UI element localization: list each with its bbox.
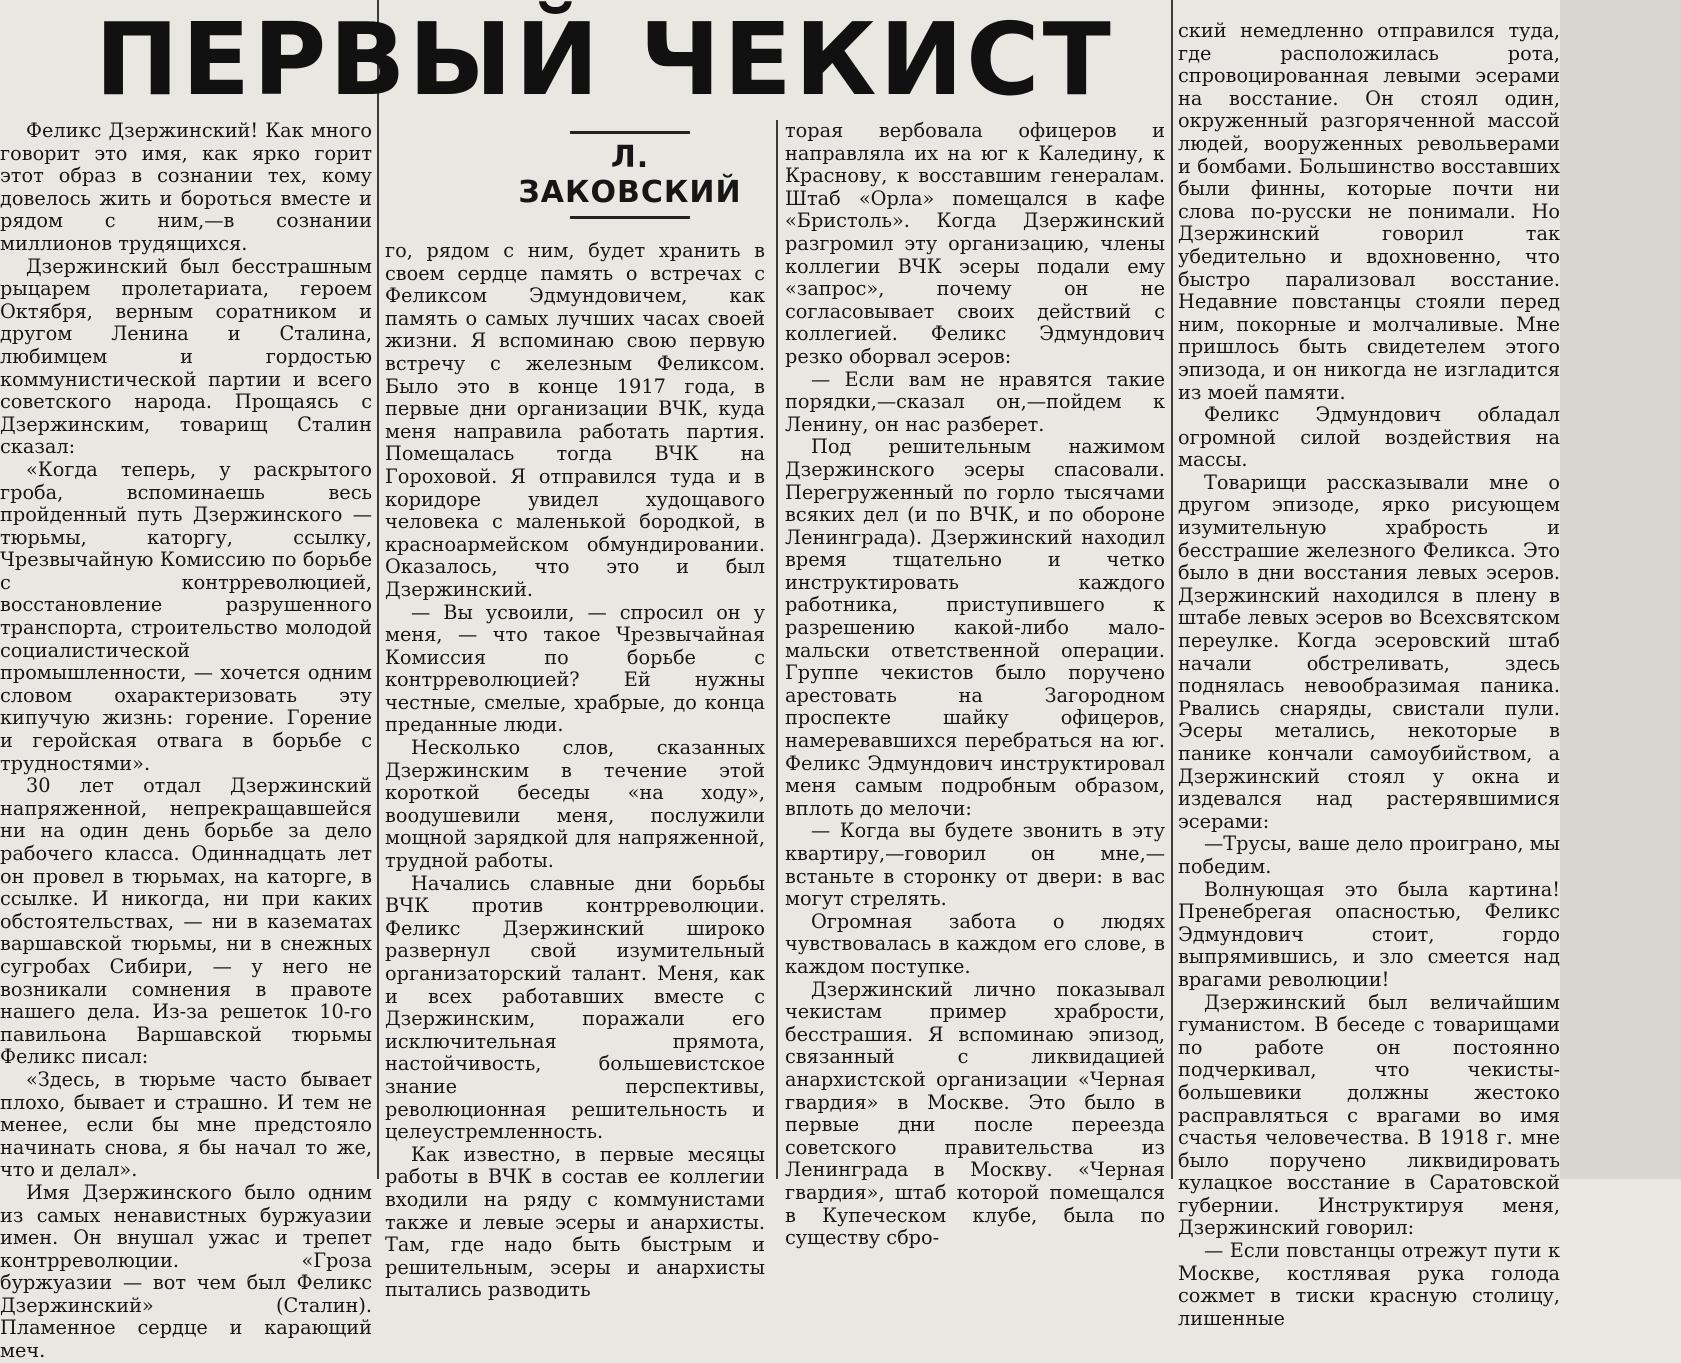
paragraph: — Когда вы будете звонить в эту квартиру,—говорил он мне,—встаньте в сторонку от двери: в вас могут стрелять. [785,819,1165,911]
paragraph: —Трусы, ваше дело проиграно, мы победим. [1178,832,1560,878]
text-column-1 [0,119,372,1363]
paragraph: Волнующая это была картина! Пренебрегая опасностью, Феликс Эдмундович стоит, гордо выпрямившись, и зло смеется над врагами революции! [1178,877,1560,991]
text-column-4 [1178,19,1560,1330]
paragraph: Товарищи рассказывали мне о другом эпизоде, ярко рисующем изумительную храбрость и бесстрашие железного Феликса. Это было в дни восстания левых эсеров. Дзержинский находился в плену в штабе левых эсеров во Всехсвятском переулке. Когда эсеровский штаб начали обстреливать, здесь поднялась невообразимая паника. Рвались снаряды, свистали пули. Эсеры метались, некоторые в панике кончали самоубийством, а Дзержинский стоял у окна и издевался над растерявшимися эсерами: [1178,470,1560,833]
paragraph: Под решительным нажимом Дзержинского эсеры спасовали. Перегруженный по горло тысячами всяких дел (и по ВЧК, и по обороне Ленинграда). Дзержинский находил время тщательно и четко инструктировать каждого работника, приступившего к разрешению какой-либо мало-мальски ответственной операции. Группе чекистов было поручено арестовать на Загородном проспекте шайку офицеров, намеревавшихся перебраться на юг. Феликс Эдмундович инструктировал меня самым подробным образом, вплоть до мелочи: [785,435,1165,820]
column-rule [776,120,778,1179]
column-rule [377,0,379,1179]
decorative-rule [570,216,690,219]
paragraph: го, рядом с ним, будет хранить в своем сердце память о встречах с Феликсом Эдмундовичем, как память о самых лучших часах своей жизни. Я вспоминаю свою первую встречу с железным Феликсом. Было это в конце 1917 года, в первые дни организации ВЧК, куда меня направила работать партия. Помещалась тогда ВЧК на Гороховой. Я отправился туда и в коридоре увидел худощавого человека с маленькой бородкой, в красноармейском обмундировании. Оказалось, что это и был Дзержинский. [385,239,765,601]
paragraph: Феликс Эдмундович обладал огромной силой воздействия на массы. [1178,403,1560,472]
paragraph: 30 лет отдал Дзержинский напряженной, непрекращавшейся ни на один день борьбе за дело рабочего класса. Одиннадцать лет он провел в тюрьмах, на каторге, в ссылке. И никогда, ни при каких обстоятельствах, — ни в казематах варшавской тюрьмы, ни в снежных сугробах Сибири, — у него не возникали сомнения в правоте нашего дела. Из-за решеток 10-го павильона Варшавской тюрьмы Феликс писал: [0,774,372,1069]
paragraph: Несколько слов, сказанных Дзержинским в течение этой короткой беседы «на ходу», воодушевили меня, послужили мощной зарядкой для напряженной, трудной работы. [385,736,765,873]
paragraph: Огромная забота о людях чувствовалась в каждом его слове, в каждом поступке. [785,909,1165,978]
paragraph: ский немедленно отправился туда, где расположилась рота, спровоцированная левыми эсерами на восстание. Он стоял один, окруженный разгоряченной массой людей, вооруженных револьверами и бомбами. Большинство восставших были финны, которые почти ни слова по-русски не понимали. Но Дзержинский говорил так убедительно и вдохновенно, что быстро парализовал восстание. Недавние повстанцы стояли перед ним, покорные и молчаливые. Мне пришлось быть свидетелем этого эпизода, и он никогда не изгладится из моей памяти. [1178,19,1560,404]
paragraph: — Если вам не нравятся такие порядки,—сказал он,—пойдем к Ленину, он нас разберет. [785,367,1165,436]
page-edge [1560,0,1681,1179]
paragraph: Дзержинский был величайшим гуманистом. В беседе с товарищами по работе он постоянно подчеркивал, что чекисты-большевики должны жестоко расправляться с врагами во имя счастья человечества. В 1918 г. мне было поручено ликвидировать кулацкое восстание в Саратовской губернии. Инструктируя меня, Дзержинский говорил: [1178,990,1560,1240]
paragraph: торая вербовала офицеров и направляла их на юг к Каледину, к Краснову, к восставшим генералам. Штаб «Орла» помещался в кафе «Бристоль». Когда Дзержинский разгромил эту организацию, члены коллегии ВЧК эсеры подали ему «запрос», почему он не согласовывает своих действий с коллегией. Феликс Эдмундович резко оборвал эсеров: [785,119,1165,368]
paragraph: — Если повстанцы отрежут пути к Москве, костлявая рука голода сожмет в тиски красную столицу, лишенные [1178,1239,1560,1330]
paragraph: — Вы усвоили, — спросил он у меня, — что такое Чрезвычайная Комиссия по борьбе с контрреволюцией? Ей нужны честные, смелые, храбрые, до конца преданные люди. [385,600,765,737]
article-headline: ПЕРВЫЙ ЧЕКИСТ [95,1,1114,118]
text-column-3 [785,119,1165,1250]
column-rule [1171,0,1173,1179]
paragraph: «Когда теперь, у раскрытого гроба, вспоминаешь весь пройденный путь Дзержинского — тюрьмы, каторгу, ссылку, Чрезвычайную Комиссию по борьбе с контрреволюцией, восстановление разрушенного транспорта, строительство молодой социалистической промышленности, — хочется одним словом охарактеризовать эту кипучую жизнь: горение. Горение и геройская отвага в борьбе с трудностями». [0,457,372,775]
paragraph: Феликс Дзержинский! Как много говорит это имя, как ярко горит этот образ в сознании тех, кому довелось жить и бороться вместе и рядом с ним,—в сознании миллионов трудящихся. [0,119,372,255]
byline-block [495,125,765,225]
decorative-rule [570,131,690,134]
paragraph: Дзержинский был бесстрашным рыцарем пролетариата, героем Октября, верным соратником и другом Ленина и Сталина, любимцем и гордостью коммунистической партии и всего советского народа. Прощаясь с Дзержинским, товарищ Сталин сказал: [0,254,372,459]
paragraph: «Здесь, в тюрьме часто бывает плохо, бывает и страшно. И тем не менее, если бы мне предстояло начинать снова, я бы начал то же, что и делал». [0,1067,372,1182]
text-column-2 [385,239,765,1302]
paragraph: Дзержинский лично показывал чекистам пример храбрости, бесстрашия. Я вспоминаю эпизод, связанный с ликвидацией анархистской организации «Черная гвардия» в Москве. Это было в первые дни после переезда советского правительства из Ленинграда в Москву. «Черная гвардия», штаб которой помещался в Купеческом клубе, была по существу сбро- [785,977,1165,1250]
paragraph: Начались славные дни борьбы ВЧК против контрреволюции. Феликс Дзержинский широко развернул свой изумительный организаторский талант. Меня, как и всех работавших вместе с Дзержинским, поражали его исключительная прямота, настойчивость, большевистское знание перспективы, революционная решительность и целеустремленность. [385,871,765,1144]
paragraph: Имя Дзержинского было одним из самых ненавистных буржуазии имен. Он внушал ужас и трепет контрреволюции. «Гроза буржуазии — вот чем был Феликс Дзержинский» (Сталин). Пламенное сердце и карающий меч. [0,1180,372,1363]
paragraph: Как известно, в первые месяцы работы в ВЧК в состав ее коллегии входили на ряду с коммунистами также и левые эсеры и анархисты. Там, где надо быть быстрым и решительным, эсеры и анархисты пытались разводить [385,1142,765,1302]
author-byline: Л. ЗАКОВСКИЙ [518,140,742,210]
